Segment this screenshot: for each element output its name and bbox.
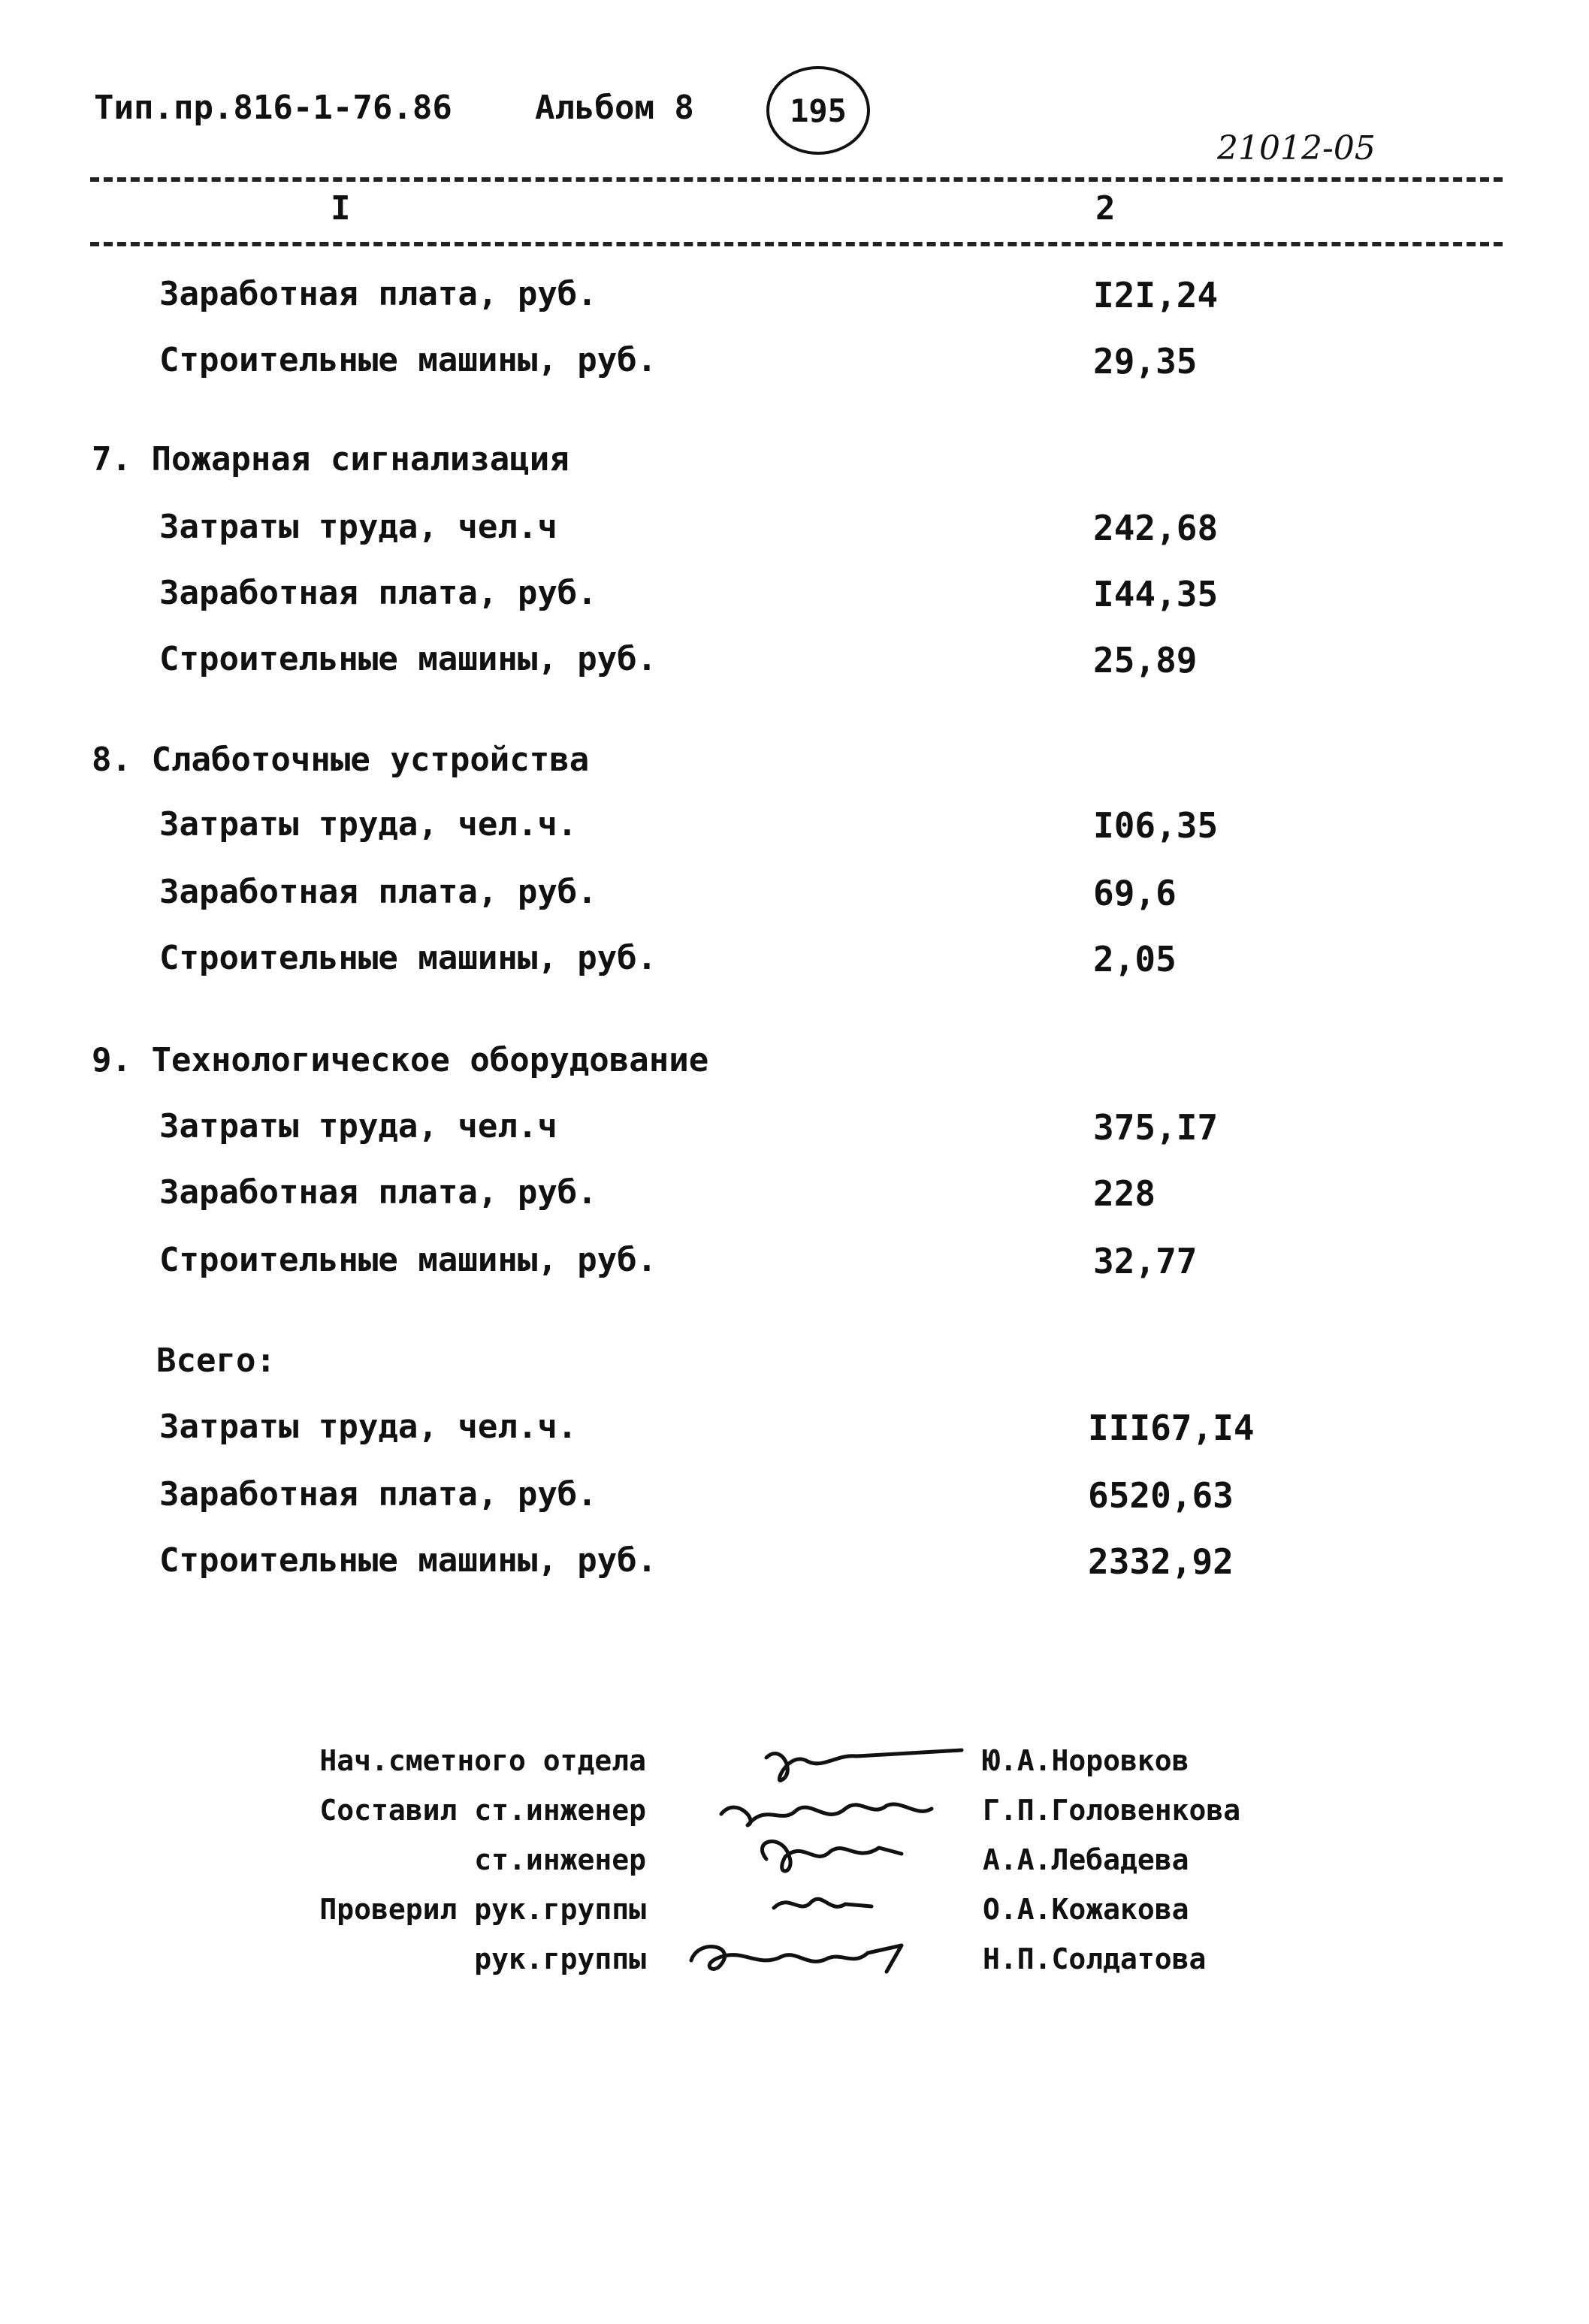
page-number: 195 xyxy=(790,92,847,129)
album-label: Альбом 8 xyxy=(535,89,694,127)
row-label: Затраты труда, чел.ч. xyxy=(159,1408,578,1446)
document-code: 21012-05 xyxy=(1217,129,1376,168)
signature-role: Проверил рук.группы xyxy=(319,1893,646,1926)
row-value: I44,35 xyxy=(1093,574,1219,614)
row-label: Затраты труда, чел.ч xyxy=(159,1107,557,1145)
header-divider-top xyxy=(90,177,1503,182)
row-label: Строительные машины, руб. xyxy=(159,341,657,379)
project-code: Тип.пр.816-1-76.86 xyxy=(94,89,452,127)
row-value: 25,89 xyxy=(1093,640,1198,681)
row-value: I2I,24 xyxy=(1093,275,1219,315)
row-value: 2,05 xyxy=(1093,939,1177,979)
row-label: Заработная плата, руб. xyxy=(159,275,597,313)
header-divider-bottom xyxy=(90,242,1503,246)
row-label: Строительные машины, руб. xyxy=(159,1241,657,1279)
signature-stroke-4 xyxy=(774,1899,872,1908)
signature-role: Составил ст.инженер xyxy=(319,1794,646,1827)
row-label: Затраты труда, чел.ч xyxy=(159,508,557,546)
section-title: 7. Пожарная сигнализация xyxy=(92,440,569,478)
row-value: 69,6 xyxy=(1093,873,1177,913)
column-2-number: 2 xyxy=(1095,189,1116,228)
row-label: Заработная плата, руб. xyxy=(159,873,597,911)
signature-role: ст.инженер xyxy=(474,1843,646,1876)
row-label: Заработная плата, руб. xyxy=(159,574,597,612)
signature-stroke-1 xyxy=(766,1750,962,1780)
page-number-stamp xyxy=(766,66,870,155)
row-value: 375,I7 xyxy=(1093,1107,1219,1148)
row-label: Строительные машины, руб. xyxy=(159,939,657,977)
signature-name: Г.П.Головенкова xyxy=(983,1794,1241,1827)
row-value: 242,68 xyxy=(1093,508,1219,548)
signature-role: Нач.сметного отдела xyxy=(319,1744,646,1777)
row-label: Заработная плата, руб. xyxy=(159,1173,597,1212)
total-title: Всего: xyxy=(156,1342,276,1380)
section-title: 8. Слаботочные устройства xyxy=(92,741,590,779)
column-1-number: I xyxy=(331,189,351,228)
signature-stroke-2 xyxy=(721,1804,932,1825)
row-value: 228 xyxy=(1093,1173,1156,1214)
handwritten-signatures xyxy=(676,1728,992,1998)
row-value: 29,35 xyxy=(1093,341,1198,382)
row-label: Строительные машины, руб. xyxy=(159,640,657,678)
section-title: 9. Технологическое оборудование xyxy=(92,1041,709,1079)
row-label: Затраты труда, чел.ч. xyxy=(159,805,578,844)
row-value: 32,77 xyxy=(1093,1241,1198,1281)
signature-name: Н.П.Солдатова xyxy=(983,1942,1207,1975)
row-value: III67,I4 xyxy=(1088,1408,1255,1448)
row-value: 2332,92 xyxy=(1088,1541,1234,1582)
signature-name: О.А.Кожакова xyxy=(983,1893,1189,1926)
row-value: I06,35 xyxy=(1093,805,1219,846)
signature-stroke-3 xyxy=(762,1841,902,1870)
row-label: Заработная плата, руб. xyxy=(159,1475,597,1514)
signature-name: Ю.А.Норовков xyxy=(983,1744,1189,1777)
signature-role: рук.группы xyxy=(474,1942,646,1975)
row-label: Строительные машины, руб. xyxy=(159,1541,657,1580)
signature-stroke-5 xyxy=(691,1945,902,1972)
row-value: 6520,63 xyxy=(1088,1475,1234,1516)
signature-name: А.А.Лебадева xyxy=(983,1843,1189,1876)
